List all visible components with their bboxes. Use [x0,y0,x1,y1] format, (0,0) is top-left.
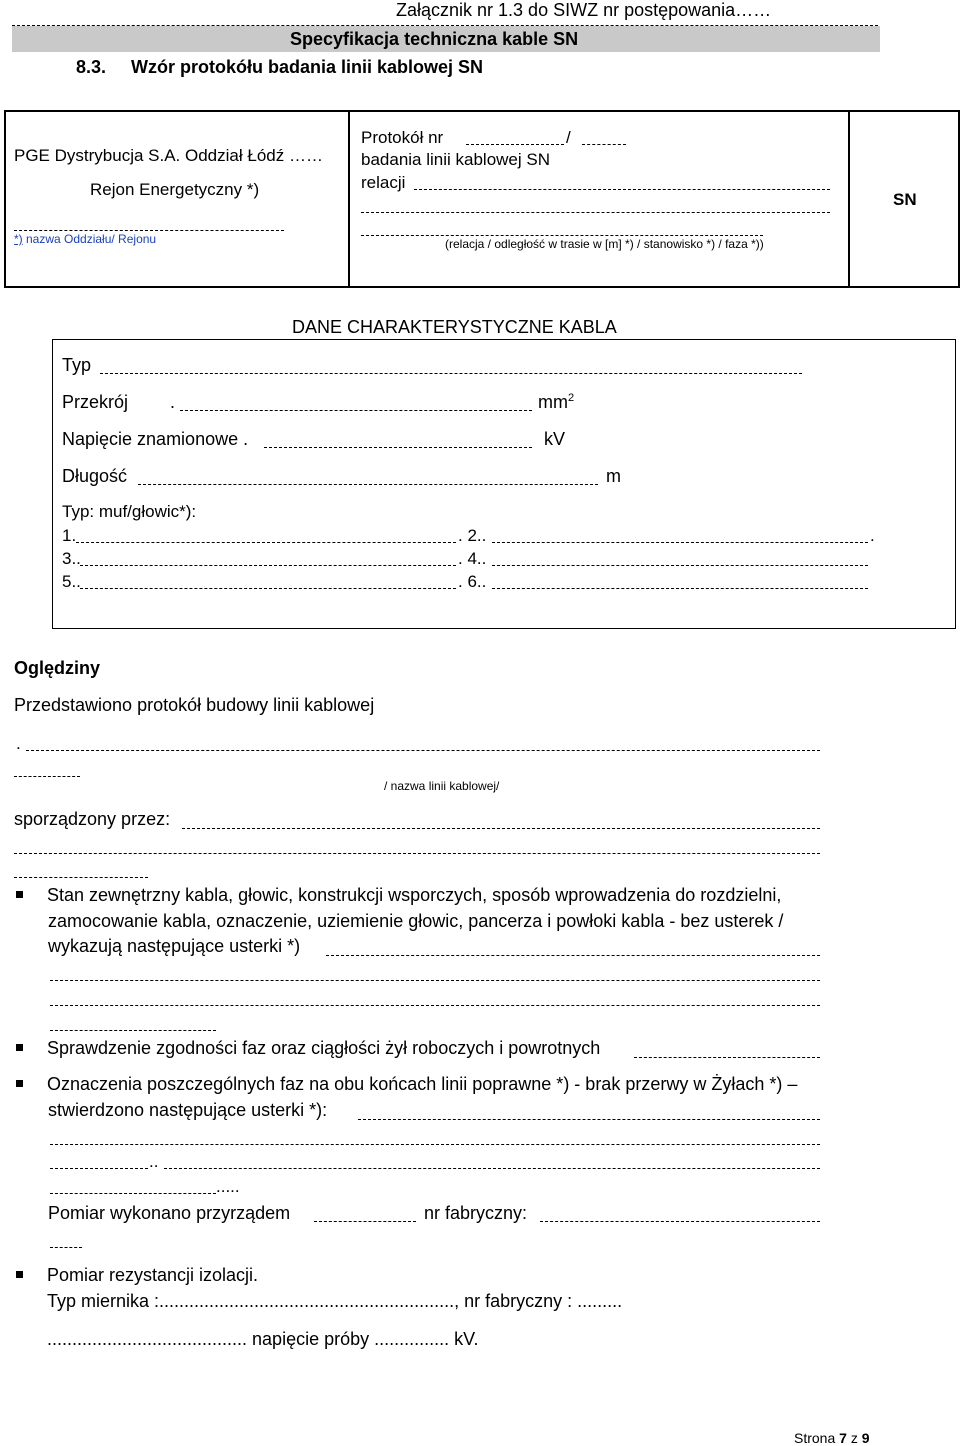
usterki-field-1[interactable] [326,955,820,956]
muf-4-label: . 4.. [458,549,487,568]
oznaczenia-dots-2: .. [149,1152,159,1171]
muf-5-label: 5.. [62,572,81,591]
napiecie-label: Napięcie znamionowe . [62,429,249,449]
przekroj-dot: . [170,392,176,412]
oznaczenia-field-4[interactable] [50,1193,216,1194]
oznaczenia-line-2: stwierdzono następujące usterki *): [48,1100,328,1120]
muf-6-field[interactable] [492,588,868,589]
sporzadzony-field-3[interactable] [14,877,148,878]
company-name: PGE Dystrybucja S.A. Oddział Łódź …… [14,146,323,165]
muf-2-field[interactable] [492,542,868,543]
muf-3-field[interactable] [80,565,456,566]
muf-2-end-dot: . [870,526,875,545]
mm-superscript: 2 [568,392,575,404]
section-title: Wzór protokółu badania linii kablowej SN [131,57,484,77]
protokol-slash: / [566,128,571,147]
footer-page-number: 7 [839,1430,847,1446]
dlugosc-label: Długość [62,466,128,486]
oznaczenia-dots-5: ..... [216,1177,240,1196]
oznaczenia-line-1: Oznaczenia poszczególnych faz na obu końcach linii poprawne *) - brak przerwy w Żyłach *) – [47,1074,798,1094]
m-unit: m [606,466,621,486]
sporzadzony-field-1[interactable] [182,828,820,829]
oznaczenia-field-1[interactable] [358,1119,820,1120]
footnote-star: *) [14,232,23,246]
muf-5-field[interactable] [80,588,456,589]
oznaczenia-field-3a[interactable] [50,1168,148,1169]
typ-label: Typ [62,355,92,375]
nazwa-linii-note: / nazwa linii kablowej/ [384,779,500,793]
annex-header: Załącznik nr 1.3 do SIWZ nr postępowania…… [396,0,772,20]
oznaczenia-field-3b[interactable] [164,1168,820,1169]
footnote [14,232,156,246]
muf-2-label: . 2.. [458,526,487,545]
sporzadzony-field-2[interactable] [14,853,820,854]
ogledziny-heading: Oględziny [14,658,101,678]
usterki-field-3[interactable] [50,1005,820,1006]
relacji-field-1[interactable] [414,189,830,190]
footer-strona: Strona [794,1430,836,1446]
mm-text: mm [538,392,568,412]
bullet-4 [16,1271,23,1278]
rejon-fill-line [14,230,284,231]
protokol-nr-label: Protokół nr [361,128,444,147]
bullet-1 [16,891,23,898]
badania-label: badania linii kablowej SN [361,150,551,169]
nr-fabryczny-label: nr fabryczny: [424,1203,528,1223]
muf-3-label: 3.. [62,549,81,568]
rezystancja-label: Pomiar rezystancji izolacji. [47,1265,259,1285]
rejon-label: Rejon Energetyczny *) [90,180,260,199]
muf-4-field[interactable] [492,565,868,566]
page-footer [794,1430,870,1446]
stan-line-1: Stan zewnętrzny kabla, głowic, konstrukcji wsporczych, sposób wprowadzenia do rozdzielni, [47,885,782,905]
relacji-label: relacji [361,173,406,192]
muf-1-field[interactable] [76,542,456,543]
sprawdzenie-field[interactable] [634,1057,820,1058]
relacji-field-3[interactable] [361,235,763,236]
protokol-nr-field[interactable] [466,144,564,145]
footer-total-pages: 9 [861,1430,870,1446]
usterki-field-2[interactable] [50,980,820,981]
linia-field-1[interactable] [26,750,820,751]
nr-fabryczny-field-2[interactable] [50,1247,82,1248]
napiecie-field[interactable] [264,447,532,448]
usterki-field-4[interactable] [50,1030,216,1031]
header-box-divider-1 [348,110,350,288]
spec-title: Specyfikacja techniczna kable SN [290,29,579,49]
nr-fabryczny-field[interactable] [540,1221,820,1222]
sporzadzony-label: sporządzony przez: [14,809,171,829]
footer-z: z [850,1430,858,1446]
typ-muf-label: Typ: muf/głowic*): [62,502,197,521]
przedstawiono-dot: . [16,734,21,753]
napiecie-proby-line: ........................................ napięcie próby ............... kV. [47,1329,479,1349]
bullet-2 [16,1044,23,1051]
footnote-text: nazwa Oddziału/ Rejonu [22,232,157,246]
przedstawiono-text: Przedstawiono protokół budowy linii kablowej [14,695,375,715]
stan-line-2: zamocowanie kabla, oznaczenie, uziemienie głowic, pancerza i powłoki kabla - bez usterek / [48,911,784,931]
relacja-note: (relacja / odległość w trasie w [m] *) / stanowisko *) / faza *)) [445,237,764,251]
pomiar-label: Pomiar wykonano przyrządem [48,1203,291,1223]
protokol-year-field[interactable] [582,144,626,145]
typ-miernika-line: Typ miernika :..........................................................., nr fabryczny : ......... [47,1291,623,1311]
przekroj-field[interactable] [180,410,532,411]
bullet-3 [16,1080,23,1087]
przekroj-label: Przekrój [62,392,129,412]
mm-unit [538,392,574,413]
muf-6-label: . 6.. [458,572,487,591]
dlugosc-field[interactable] [138,484,598,485]
section-number: 8.3. [76,57,107,77]
kv-unit: kV [544,429,566,449]
header-box-divider-2 [848,110,850,288]
linia-field-2[interactable] [14,776,80,777]
sprawdzenie-text: Sprawdzenie zgodności faz oraz ciągłości żył roboczych i powrotnych [47,1038,601,1058]
sn-label: SN [893,190,917,209]
relacji-field-2[interactable] [361,212,830,213]
cable-data-heading: DANE CHARAKTERYSTYCZNE KABLA [292,317,617,337]
stan-line-3: wykazują następujące usterki *) [48,936,301,956]
oznaczenia-field-2[interactable] [50,1144,820,1145]
przyrzad-field[interactable] [314,1221,416,1222]
muf-1-label: 1. [62,526,77,545]
typ-field[interactable] [100,373,802,374]
